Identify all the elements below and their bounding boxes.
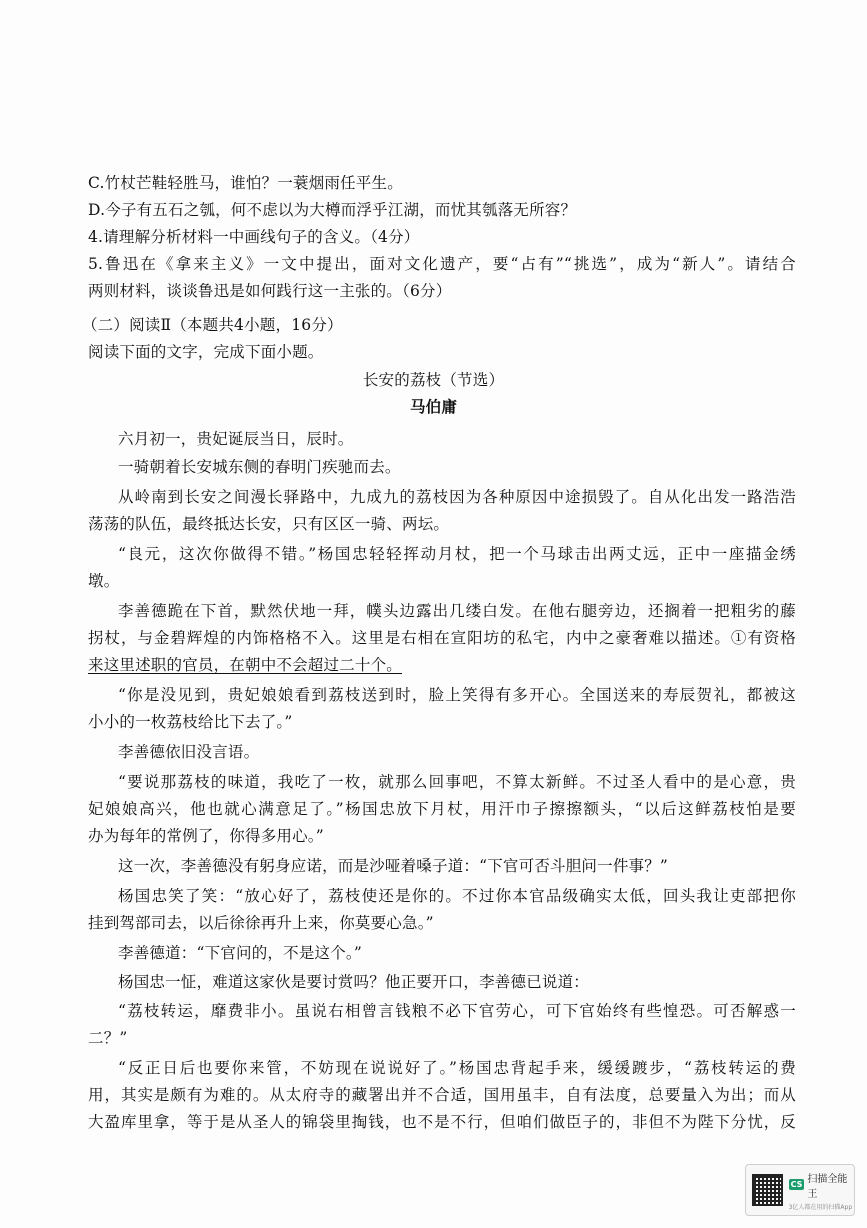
section-heading: （二）阅读Ⅱ（本题共4小题，16分） xyxy=(82,316,343,334)
paragraph-13-line-2: 二？” xyxy=(88,1029,128,1047)
paragraph-6-line-2: 小小的一枚荔枝给比下去了。” xyxy=(88,713,293,731)
paragraph-10-line-1: 杨国忠笑了笑：“放心好了，荔枝使还是你的。不过你本官品级确实太低，回头我让吏部把你 xyxy=(118,887,796,905)
paragraph-2: 一骑朝着长安城东侧的春明门疾驰而去。 xyxy=(118,458,401,476)
paragraph-12: 杨国忠一怔，难道这家伙是要讨赏吗？他正要开口，李善德已说道： xyxy=(118,973,590,991)
paragraph-7: 李善德依旧没言语。 xyxy=(118,743,260,761)
option-d: D.今子有五石之瓠，何不虑以为大樽而浮乎江湖，而忧其瓠落无所容？ xyxy=(88,201,577,219)
paragraph-5-line-1: 李善德跪在下首，默然伏地一拜，幞头边露出几缕白发。在他右腿旁边，还搁着一把粗劣的藤 xyxy=(118,602,796,620)
article-author: 马伯庸 xyxy=(409,397,458,416)
question-5-line-2: 两则材料，谈谈鲁迅是如何践行这一主张的。（6分） xyxy=(88,282,452,300)
camscanner-logo-icon: CS xyxy=(790,1180,803,1189)
question-5-line-1: 5.鲁迅在《拿来主义》一文中提出，面对文化遗产，要“占有”“挑选”，成为“新人”。请结合 xyxy=(88,255,796,273)
paragraph-8-line-2: 妃娘娘高兴，他也就心满意足了。”杨国忠放下月杖，用汗巾子擦擦额头，“以后这鲜荔枝怕是要 xyxy=(88,800,796,818)
paragraph-6-line-1: “你是没见到，贵妃娘娘看到荔枝送到时，脸上笑得有多开心。全国送来的寿辰贺礼，都被这 xyxy=(118,686,796,704)
paragraph-13-line-1: “荔枝转运，靡费非小。虽说右相曾言钱粮不必下官劳心，可下官始终有些惶恐。可否解惑一 xyxy=(118,1002,796,1020)
paragraph-14-line-2: 用，其实是颇有为难的。从太府寺的藏署出并不合适，国用虽丰，自有法度，总要量入为出；而从 xyxy=(88,1086,796,1104)
paragraph-4-line-2: 墩。 xyxy=(88,572,120,590)
paragraph-8-line-3: 办为每年的常例了，你得多用心。” xyxy=(88,827,324,845)
paragraph-5-line-2: 拐杖，与金碧辉煌的内饰格格不入。这里是右相在宣阳坊的私宅，内中之豪奢难以描述。①有资格 xyxy=(88,629,796,647)
paragraph-3-line-1: 从岭南到长安之间漫长驿路中，九成九的荔枝因为各种原因中途损毁了。自从化出发一路浩浩 xyxy=(118,488,796,506)
paragraph-9: 这一次，李善德没有躬身应诺，而是沙哑着嗓子道：“下官可否斗胆问一件事？” xyxy=(118,857,669,875)
underlined-sentence: 来这里述职的官员，在朝中不会超过二十个。 xyxy=(88,656,403,674)
instruction: 阅读下面的文字，完成下面小题。 xyxy=(88,343,324,361)
paragraph-14-line-3: 大盈库里拿，等于是从圣人的锦袋里掏钱，也不是不行，但咱们做臣子的，非但不为陛下分忧，反 xyxy=(88,1113,796,1131)
question-4: 4.请理解分析材料一中画线句子的含义。（4分） xyxy=(88,228,420,246)
article-title: 长安的荔枝（节选） xyxy=(362,371,505,389)
paragraph-11: 李善德道：“下官问的，不是这个。” xyxy=(118,944,362,962)
paragraph-3-line-2: 荡荡的队伍，最终抵达长安，只有区区一骑、两坛。 xyxy=(88,515,450,533)
qr-code-icon xyxy=(752,1174,783,1206)
paragraph-1: 六月初一，贵妃诞辰当日，辰时。 xyxy=(118,430,354,448)
paragraph-4-line-1: “良元，这次你做得不错。”杨国忠轻轻挥动月杖，把一个马球击出两丈远，正中一座描金绣 xyxy=(118,545,796,563)
option-c: C.竹杖芒鞋轻胜马，谁怕？一蓑烟雨任平生。 xyxy=(88,174,403,192)
paragraph-14-line-1: “反正日后也要你来管，不妨现在说说好了。”杨国忠背起手来，缓缓踱步，“荔枝转运的费 xyxy=(118,1059,796,1077)
paragraph-8-line-1: “要说那荔枝的味道，我吃了一枚，就那么回事吧，不算太新鲜。不过圣人看中的是心意，贵 xyxy=(118,773,796,791)
paragraph-10-line-2: 挂到驾部司去，以后徐徐再升上来，你莫要心急。” xyxy=(88,914,434,932)
scanner-watermark xyxy=(745,1164,855,1216)
scanner-app-name: 扫描全能王 xyxy=(807,1173,848,1200)
scanner-tagline: 3亿人都在用的扫描App xyxy=(788,1203,853,1211)
